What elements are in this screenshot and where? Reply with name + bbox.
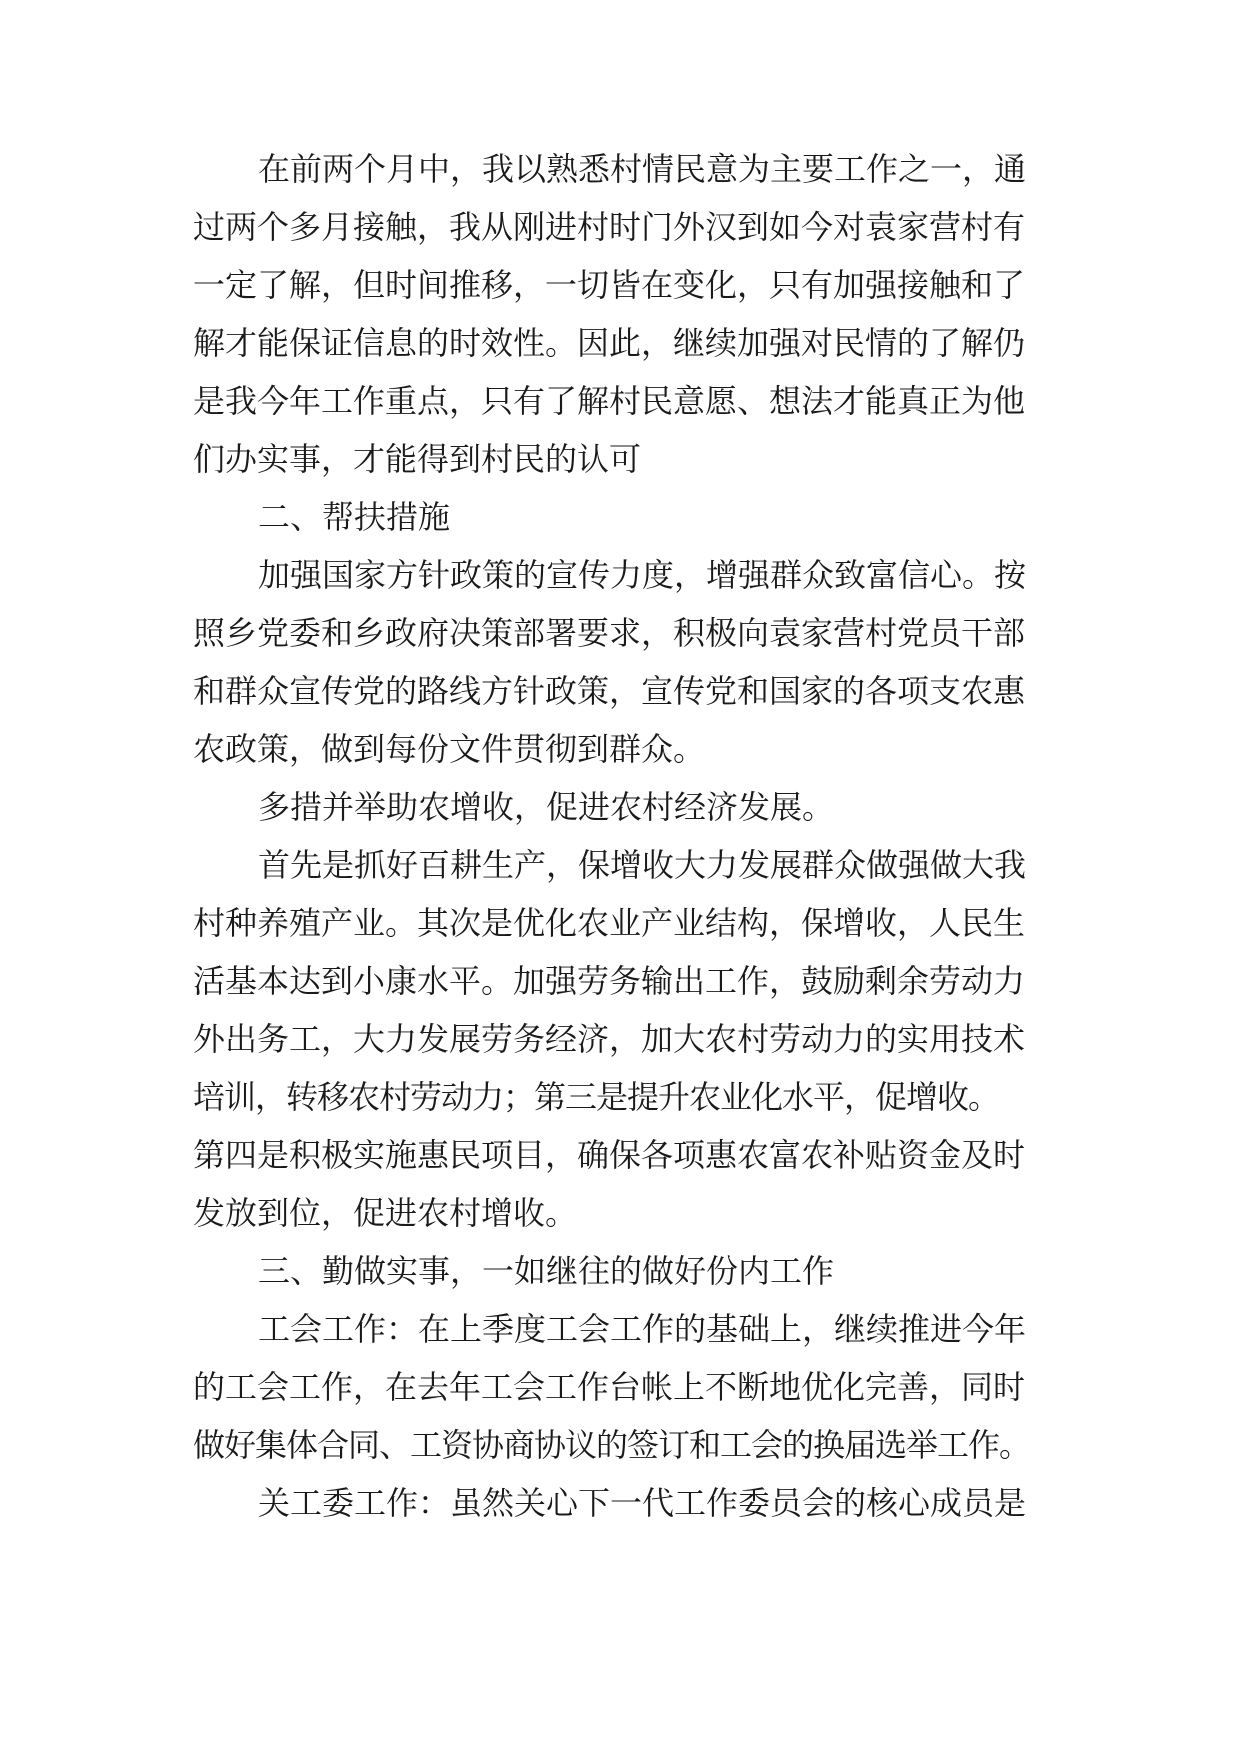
- paragraph-line: 工会工作：在上季度工会工作的基础上，继续推进今年: [258, 1310, 1027, 1348]
- paragraph-line: 第四是积极实施惠民项目，确保各项惠农富农补贴资金及时: [193, 1136, 1026, 1174]
- paragraph-line: 在前两个月中，我以熟悉村情民意为主要工作之一，通: [258, 150, 1027, 188]
- section-heading: 二、帮扶措施: [258, 498, 451, 536]
- paragraph-line: 是我今年工作重点，只有了解村民意愿、想法才能真正为他: [193, 382, 1026, 420]
- paragraph-line: 培训，转移农村劳动力；第三是提升农业化水平，促增收。: [193, 1078, 1000, 1116]
- paragraph-line: 做好集体合同、工资协商协议的签订和工会的换届选举工作。: [193, 1426, 1031, 1464]
- paragraph-line: 活基本达到小康水平。加强劳务输出工作，鼓励剩余劳动力: [193, 962, 1026, 1000]
- paragraph-line: 一定了解，但时间推移，一切皆在变化，只有加强接触和了: [193, 266, 1026, 304]
- paragraph-line: 的工会工作，在去年工会工作台帐上不断地优化完善，同时: [193, 1368, 1026, 1406]
- paragraph-line: 解才能保证信息的时效性。因此，继续加强对民情的了解仍: [193, 324, 1026, 362]
- paragraph-line: 外出务工，大力发展劳务经济，加大农村劳动力的实用技术: [193, 1020, 1026, 1058]
- paragraph-line: 们办实事，才能得到村民的认可: [193, 440, 642, 478]
- paragraph-line: 加强国家方针政策的宣传力度，增强群众致富信心。按: [258, 556, 1027, 594]
- document-body: [193, 0, 1073, 1754]
- paragraph-line: 和群众宣传党的路线方针政策，宣传党和国家的各项支农惠: [193, 672, 1026, 710]
- section-heading: 三、勤做实事，一如继往的做好份内工作: [258, 1252, 835, 1290]
- paragraph-line: 过两个多月接触，我从刚进村时门外汉到如今对袁家营村有: [193, 208, 1026, 246]
- paragraph-line: 多措并举助农增收，促进农村经济发展。: [258, 788, 835, 826]
- paragraph-line: 农政策，做到每份文件贯彻到群众。: [193, 730, 706, 768]
- paragraph-line: 首先是抓好百耕生产，保增收大力发展群众做强做大我: [258, 846, 1027, 884]
- paragraph-line: 村种养殖产业。其次是优化农业产业结构，保增收，人民生: [193, 904, 1026, 942]
- paragraph-line: 发放到位，促进农村增收。: [193, 1194, 578, 1232]
- paragraph-line: 照乡党委和乡政府决策部署要求，积极向袁家营村党员干部: [193, 614, 1026, 652]
- paragraph-line: 关工委工作：虽然关心下一代工作委员会的核心成员是: [258, 1484, 1027, 1522]
